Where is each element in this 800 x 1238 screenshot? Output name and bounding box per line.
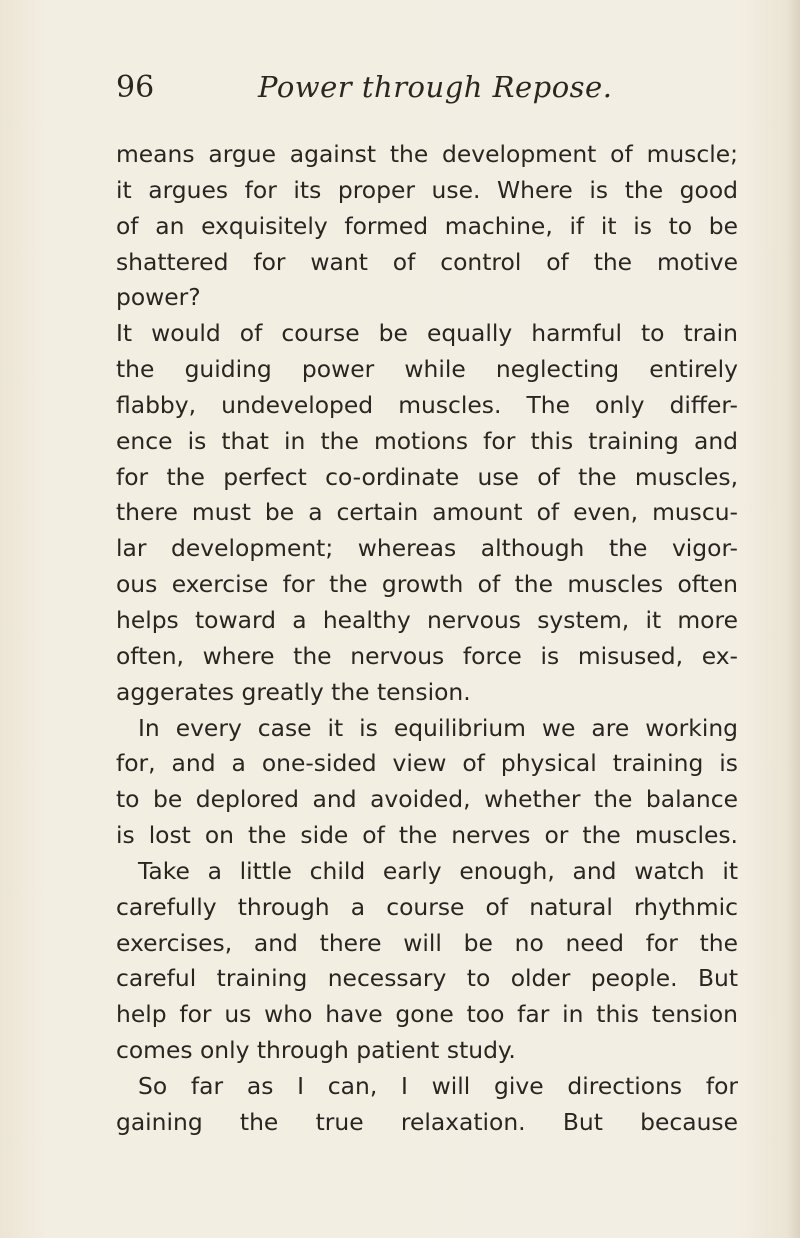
text-line: help for us who have gone too far in this tension: [116, 1000, 738, 1029]
text-line: carefully through a course of natural rhythmic: [116, 892, 738, 921]
text-line: So far as I can, I will give directions for: [138, 1071, 738, 1100]
text-line: of an exquisitely formed machine, if it is to be: [116, 211, 738, 240]
text-line: helps toward a healthy nervous system, it more: [116, 605, 738, 634]
text-line: means argue against the development of muscle;: [116, 140, 738, 168]
running-title: Power through Repose.: [258, 70, 613, 104]
text-line: there must be a certain amount of even, muscu-: [116, 498, 738, 527]
text-line: flabby, undeveloped muscles. The only differ-: [116, 390, 738, 419]
text-line: for, and a one-sided view of physical training is: [116, 749, 738, 778]
text-line: aggerates greatly the tension.: [116, 677, 471, 706]
text-line: for the perfect co-ordinate use of the muscles,: [116, 462, 738, 491]
page-number: 96: [116, 70, 155, 105]
text-line: comes only through patient study.: [116, 1036, 516, 1065]
text-line: ous exercise for the growth of the muscles often: [116, 570, 738, 599]
text-line: it argues for its proper use. Where is the good: [116, 175, 738, 204]
text-line: careful training necessary to older people. But: [116, 964, 738, 993]
text-line: is lost on the side of the nerves or the muscles.: [116, 821, 738, 850]
text-line: power?: [116, 283, 201, 312]
text-line: ence is that in the motions for this training and: [116, 426, 738, 455]
text-line: often, where the nervous force is misused, ex-: [116, 641, 738, 670]
body-text: [116, 137, 738, 1141]
running-header: [116, 66, 736, 114]
text-line: exercises, and there will be no need for the: [116, 928, 738, 957]
text-line: shattered for want of control of the motive: [116, 247, 738, 276]
text-line: In every case it is equilibrium we are working: [138, 713, 738, 742]
text-line: to be deplored and avoided, whether the balance: [116, 785, 738, 814]
text-line: the guiding power while neglecting entirely: [116, 355, 738, 384]
text-line: gaining the true relaxation. But because: [116, 1107, 738, 1136]
page-edge-shadow: [786, 0, 800, 1238]
text-line: Take a little child early enough, and watch it: [138, 856, 738, 885]
text-line: It would of course be equally harmful to train: [116, 319, 738, 348]
text-line: lar development; whereas although the vigor-: [116, 534, 738, 563]
